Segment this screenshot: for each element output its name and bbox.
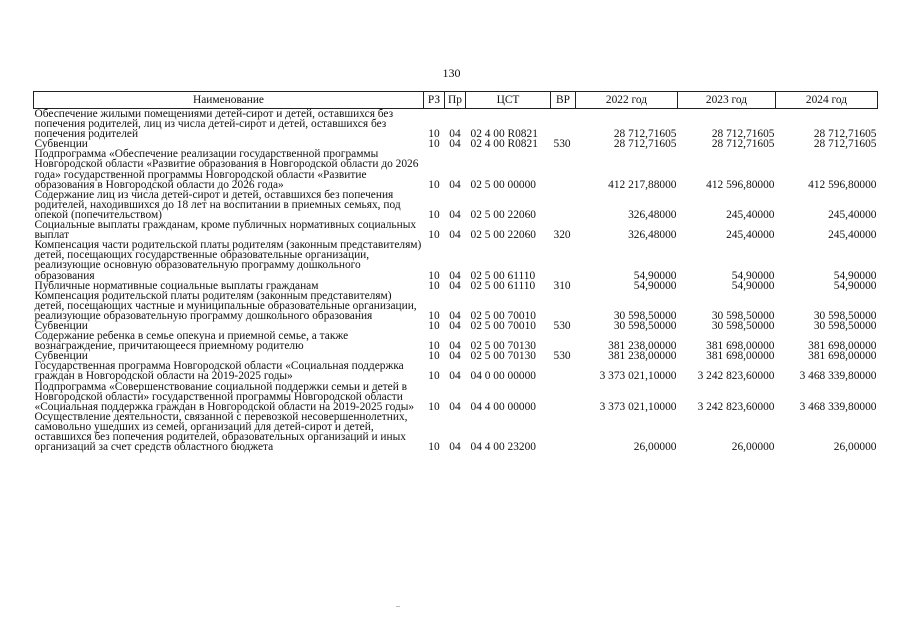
cell-name: Субвенции (34, 350, 88, 363)
cell-2022: 326,48000 (628, 208, 677, 221)
cell-name: Подпрограмма «Обеспечение реализации государственной программы Новгородской области «Развитие образования в Новгородской области до 2026 года» государственной программы Новгородской области «Развитие образования в Новгородской области до 2026 года» (34, 148, 419, 191)
cell-cst: 02 4 00 R0821 (470, 138, 538, 151)
cell-2023: 30 598,50000 (711, 319, 775, 332)
cell-pr: 04 (449, 128, 461, 141)
cell-name: Компенсация родительской платы родителям (законным представителям) детей, посещающих частные и муниципальные образовательные организации, реализующие образовательную программу дошкольного образования (34, 289, 417, 322)
cell-2022: 28 712,71605 (613, 138, 677, 151)
cell-2022: 381 238,00000 (608, 340, 677, 353)
cell-cst: 02 5 00 22060 (470, 208, 536, 221)
cell-pr: 04 (449, 340, 461, 353)
cell-vr (551, 109, 576, 140)
table-row (34, 109, 878, 140)
cell-pr: 04 (449, 370, 461, 383)
cell-name: Осуществление деятельности, связанной с перевозкой несовершеннолетних, самовольно ушедших из семей, организаций для детей-сирот и детей, оставшихся без попечения родителей, образовательных организаций и иных организаций за счет средств областного бюджета (34, 410, 408, 454)
cell-vr (551, 291, 576, 321)
cell-name: Компенсация части родительской платы родителям (законным представителям) детей, посещающих государственные образовательные организации, реализующие основную образовательную программу дошкольного образования (34, 239, 422, 282)
cell-name: Субвенции (34, 138, 88, 151)
cell-2024: 54,90000 (833, 269, 877, 282)
cell-rz: 10 (428, 279, 440, 292)
cell-2023: 30 598,50000 (711, 309, 775, 322)
cell-vr (551, 331, 576, 351)
cell-2023: 28 712,71605 (711, 128, 775, 141)
cell-2023: 3 242 823,60000 (697, 400, 775, 413)
cell-rz: 10 (428, 400, 440, 413)
cell-name: Публичные нормативные социальные выплаты гражданам (34, 279, 319, 292)
cell-2022: 30 598,50000 (613, 309, 677, 322)
cell-2023: 54,90000 (731, 279, 775, 292)
cell-2022: 30 598,50000 (613, 319, 677, 332)
cell-pr: 04 (449, 269, 461, 282)
cell-2022: 326,48000 (628, 229, 677, 242)
cell-vr (551, 240, 576, 280)
cell-2023: 54,90000 (731, 269, 775, 282)
cell-pr: 04 (449, 138, 461, 151)
header-pr: Пр (445, 92, 466, 109)
cell-2024: 26,00000 (833, 441, 877, 454)
cell-cst: 02 4 00 R0821 (470, 128, 538, 141)
cell-2024: 54,90000 (833, 279, 877, 292)
cell-2022: 54,90000 (633, 269, 677, 282)
cell-2022: 381 238,00000 (608, 350, 677, 363)
cell-pr: 04 (449, 441, 461, 454)
cell-pr: 04 (449, 208, 461, 221)
cell-rz: 10 (428, 178, 440, 191)
cell-cst: 02 5 00 70130 (470, 340, 536, 353)
table-row (34, 149, 878, 189)
header-2024: 2024 год (776, 92, 878, 109)
cell-name: Содержание лиц из числа детей-сирот и детей, оставшихся без попечения родителей, находившихся до 18 лет на воспитании в приемных семьях, под опекой (попечительством) (34, 188, 401, 221)
cell-2023: 28 712,71605 (711, 138, 775, 151)
header-2022: 2022 год (576, 92, 678, 109)
cell-pr: 04 (449, 279, 461, 292)
cell-cst: 02 5 00 70010 (470, 309, 536, 322)
cell-2022: 412 217,88000 (608, 178, 677, 191)
cell-2022: 28 712,71605 (613, 128, 677, 141)
cell-rz: 10 (428, 208, 440, 221)
cell-vr (551, 412, 576, 452)
cell-pr: 04 (449, 319, 461, 332)
cell-cst: 04 4 00 23200 (470, 441, 536, 454)
cell-2024: 245,40000 (828, 229, 877, 242)
cell-2023: 381 698,00000 (706, 350, 775, 363)
page-number: 130 (442, 66, 461, 80)
cell-2024: 3 468 339,80000 (799, 400, 877, 413)
cell-rz: 10 (428, 350, 440, 363)
cell-2022: 26,00000 (633, 441, 677, 454)
table-row (34, 220, 878, 240)
cell-2024: 30 598,50000 (813, 309, 877, 322)
cell-cst: 04 4 00 00000 (470, 400, 536, 413)
cell-rz: 10 (428, 309, 440, 322)
cell-pr: 04 (449, 400, 461, 413)
cell-vr: 530 (553, 138, 571, 151)
table-row (34, 382, 878, 412)
table-row (34, 190, 878, 220)
scan-speck (396, 606, 400, 607)
cell-vr (551, 361, 576, 381)
table-row (34, 361, 878, 381)
header-2023: 2023 год (678, 92, 776, 109)
cell-2024: 381 698,00000 (808, 350, 877, 363)
cell-name: Содержание ребенка в семье опекуна и приемной семье, а также вознаграждение, причитающееся приемному родителю (34, 330, 349, 353)
cell-cst: 04 0 00 00000 (470, 370, 536, 383)
cell-rz: 10 (428, 441, 440, 454)
cell-vr (551, 149, 576, 189)
cell-rz: 10 (428, 370, 440, 383)
cell-cst: 02 5 00 61110 (470, 269, 536, 282)
cell-cst: 02 5 00 61110 (470, 279, 536, 292)
cell-vr: 530 (553, 319, 571, 332)
cell-rz: 10 (428, 269, 440, 282)
table-row (34, 240, 878, 280)
cell-cst: 02 5 00 70010 (470, 319, 536, 332)
header-rz: РЗ (424, 92, 445, 109)
cell-2024: 381 698,00000 (808, 340, 877, 353)
cell-cst: 02 5 00 22060 (470, 229, 536, 242)
cell-pr: 04 (449, 350, 461, 363)
cell-2024: 28 712,71605 (813, 138, 877, 151)
cell-name: Социальные выплаты гражданам, кроме публичных нормативных социальных выплат (34, 219, 417, 242)
header-name: Наименование (34, 92, 424, 109)
cell-name: Обеспечение жилыми помещениями детей-сирот и детей, оставшихся без попечения родителей, лиц из числа детей-сирот и детей, оставшихся без попечения родителей (34, 108, 394, 141)
cell-2023: 245,40000 (726, 208, 775, 221)
cell-name: Подпрограмма «Совершенствование социальной поддержки семьи и детей в Новгородской области» государственной программы Новгородской области «Социальная поддержка граждан в Новгородской области на 2019-2025 годы» (34, 380, 415, 413)
cell-vr: 310 (553, 279, 571, 292)
cell-2024: 412 596,80000 (808, 178, 877, 191)
cell-2024: 3 468 339,80000 (799, 370, 877, 383)
table-row (34, 331, 878, 351)
cell-2022: 54,90000 (633, 279, 677, 292)
cell-vr: 320 (553, 229, 571, 242)
header-cst: ЦСТ (466, 92, 551, 109)
cell-2023: 381 698,00000 (706, 340, 775, 353)
cell-2024: 28 712,71605 (813, 128, 877, 141)
cell-2023: 3 242 823,60000 (697, 370, 775, 383)
table-header-row (34, 92, 878, 109)
cell-rz: 10 (428, 340, 440, 353)
cell-2023: 26,00000 (731, 441, 775, 454)
cell-pr: 04 (449, 229, 461, 242)
cell-vr (551, 382, 576, 412)
cell-2022: 3 373 021,10000 (599, 400, 677, 413)
cell-name: Государственная программа Новгородской области «Социальная поддержка граждан в Новгородской области на 2019-2025 годы» (34, 360, 404, 383)
cell-2023: 245,40000 (726, 229, 775, 242)
cell-rz: 10 (428, 319, 440, 332)
budget-table (33, 91, 878, 452)
cell-vr (551, 190, 576, 220)
cell-cst: 02 5 00 70130 (470, 350, 536, 363)
cell-2022: 3 373 021,10000 (599, 370, 677, 383)
header-vr: ВР (551, 92, 576, 109)
cell-rz: 10 (428, 128, 440, 141)
cell-cst: 02 5 00 00000 (470, 178, 536, 191)
cell-2023: 412 596,80000 (706, 178, 775, 191)
cell-rz: 10 (428, 138, 440, 151)
cell-pr: 04 (449, 309, 461, 322)
cell-pr: 04 (449, 178, 461, 191)
cell-rz: 10 (428, 229, 440, 242)
cell-name: Субвенции (34, 319, 88, 332)
table-row (34, 291, 878, 321)
cell-2024: 245,40000 (828, 208, 877, 221)
table-row (34, 412, 878, 452)
cell-vr: 530 (553, 350, 571, 363)
cell-2024: 30 598,50000 (813, 319, 877, 332)
